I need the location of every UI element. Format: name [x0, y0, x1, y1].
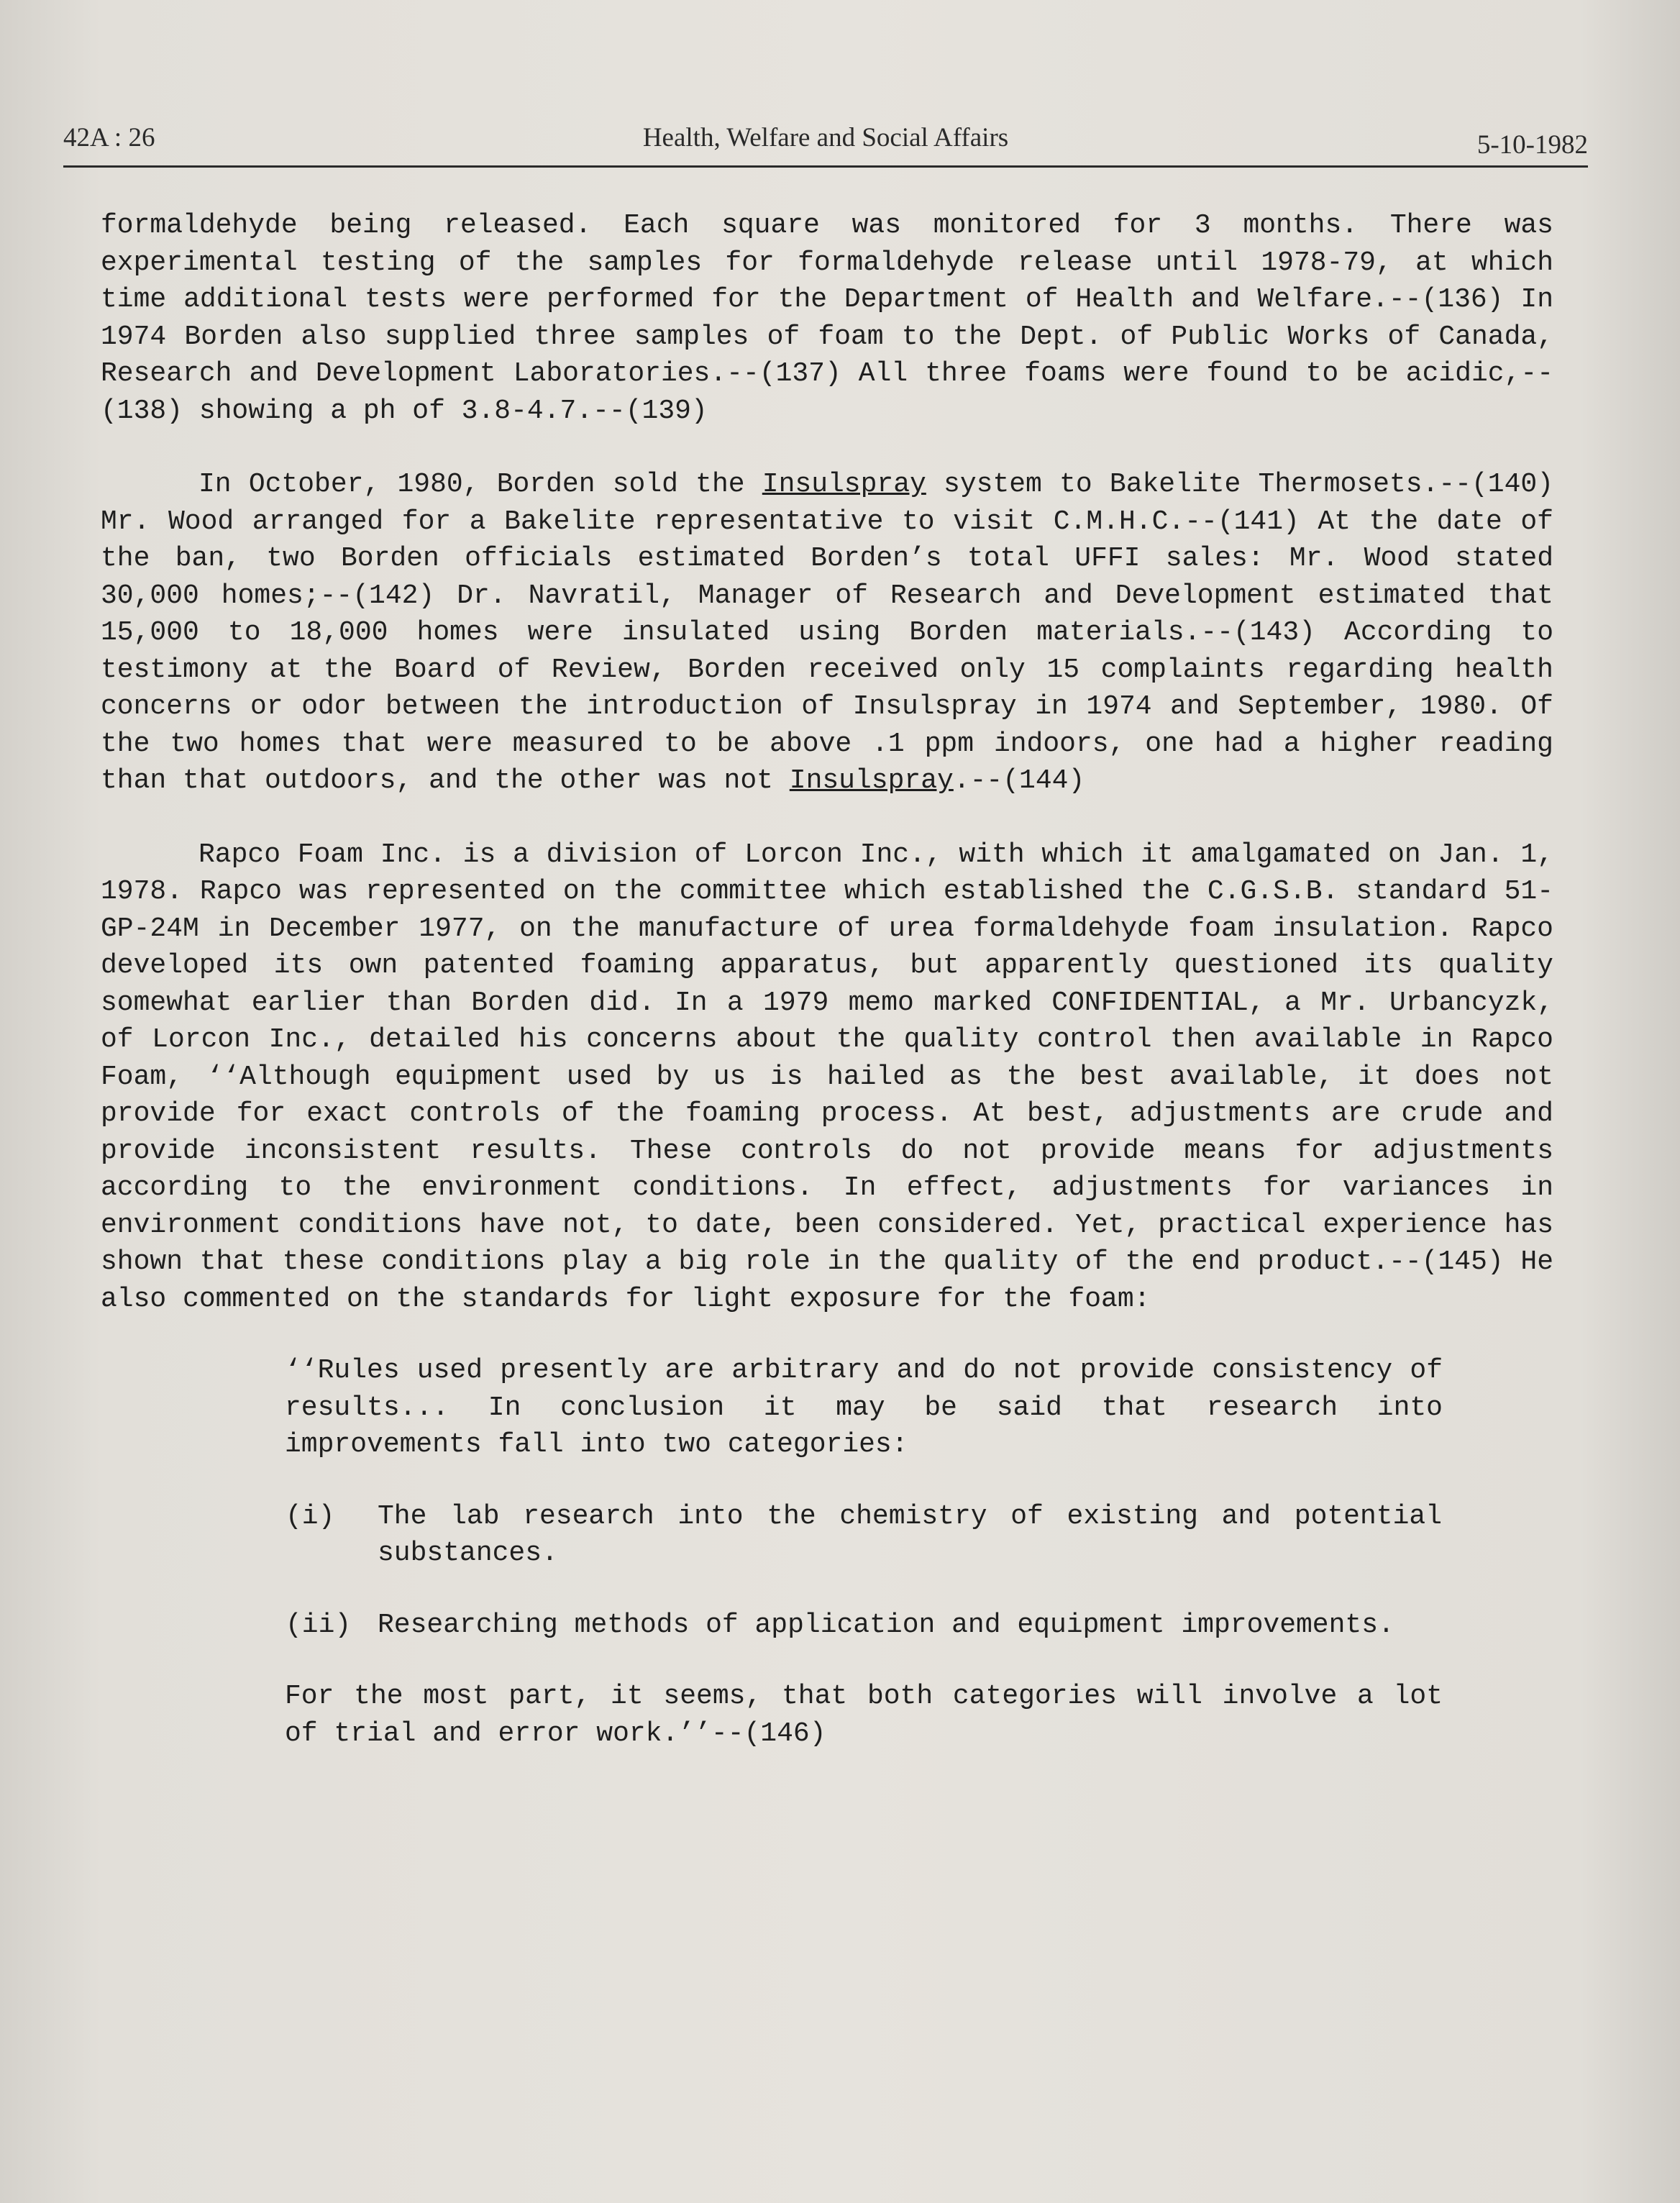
page-header: [63, 108, 1588, 165]
closing-quote: For the most part, it seems, that both categories will involve a lot of trial and error work.’’--(146): [285, 1681, 1443, 1749]
page-reference: 42A : 26: [63, 123, 155, 152]
underlined-term: Insulspray: [762, 469, 926, 500]
list-item-label: (ii): [286, 1609, 352, 1641]
header-rule: [63, 165, 1588, 168]
document-body: [101, 207, 1553, 1752]
header-title: Health, Welfare and Social Affairs: [642, 123, 1009, 152]
paragraph-2-text-a: In October, 1980, Borden sold the: [198, 469, 762, 500]
list-item-text: Researching methods of application and equipment improvements.: [378, 1609, 1394, 1641]
list-item: [286, 1498, 1442, 1572]
list-item-label: (i): [286, 1500, 335, 1532]
quote-list: [286, 1498, 1553, 1644]
paragraph-2-text-c: .--(144): [953, 765, 1085, 796]
list-item-text: The lab research into the chemistry of existing and potential substances.: [378, 1500, 1442, 1569]
underlined-term: Insulspray: [789, 765, 954, 796]
header-date: 5-10-1982: [1476, 130, 1588, 160]
paragraph-2: [101, 466, 1553, 800]
paragraph-1: formaldehyde being released. Each square was monitored for 3 months. There was experimental testing of the samples for formaldehyde release until 1978-79, at which time additional tests were performed for the Department of Health and Welfare.--(136) In 1974 Borden also supplied three samples of foam to the Dept. of Public Works of Canada, Research and Development Laboratories.--(137) All three foams were found to be acidic,--(138) showing a ph of 3.8-4.7.--(139): [101, 210, 1553, 427]
list-item: [286, 1607, 1442, 1644]
paragraph-2-text-b: system to Bakelite Thermosets.--(140) Mr. Wood arranged for a Bakelite representative to visit C.M.H.C.--(141) At the date of the ban, two Borden officials estimated Borden’s total UFFI sales: Mr. Wood stated 30,000 homes;--(142) Dr. Navratil, Manager of Research and Development estimated that 15,000 to 18,000 homes were insulated using Borden materials.--(143) According to testimony at the Board of Review, Borden received only 15 complaints regarding health concerns or odor between the introduction of Insulspray in 1974 and September, 1980. Of the two homes that were measured to be above .1 ppm indoors, one had a higher reading than that outdoors, and the other was not: [101, 469, 1554, 796]
block-quote: ‘‘Rules used presently are arbitrary and do not provide consistency of results... In conclusion it may be said that research into improvements fall into two categories:: [285, 1355, 1443, 1460]
paragraph-3: Rapco Foam Inc. is a division of Lorcon Inc., with which it amalgamated on Jan. 1, 1978. Rapco was represented on the committee which established the C.G.S.B. standard 51-GP-24M in December 1977, on the manufacture of urea formaldehyde foam insulation. Rapco developed its own patented foaming apparatus, but apparently questioned its quality somewhat earlier than Borden did. In a 1979 memo marked CONFIDENTIAL, a Mr. Urbancyzk, of Lorcon Inc., detailed his concerns about the quality control then available in Rapco Foam, ‘‘Although equipment used by us is hailed as the best available, it does not provide for exact controls of the foaming process. At best, adjustments are crude and provide inconsistent results. These controls do not provide means for adjustments according to the environment conditions. In effect, adjustments for variances in environment conditions have not, to date, been considered. Yet, practical experience has shown that these conditions play a big role in the quality of the end product.--(145) He also commented on the standards for light exposure for the foam:: [101, 839, 1553, 1315]
